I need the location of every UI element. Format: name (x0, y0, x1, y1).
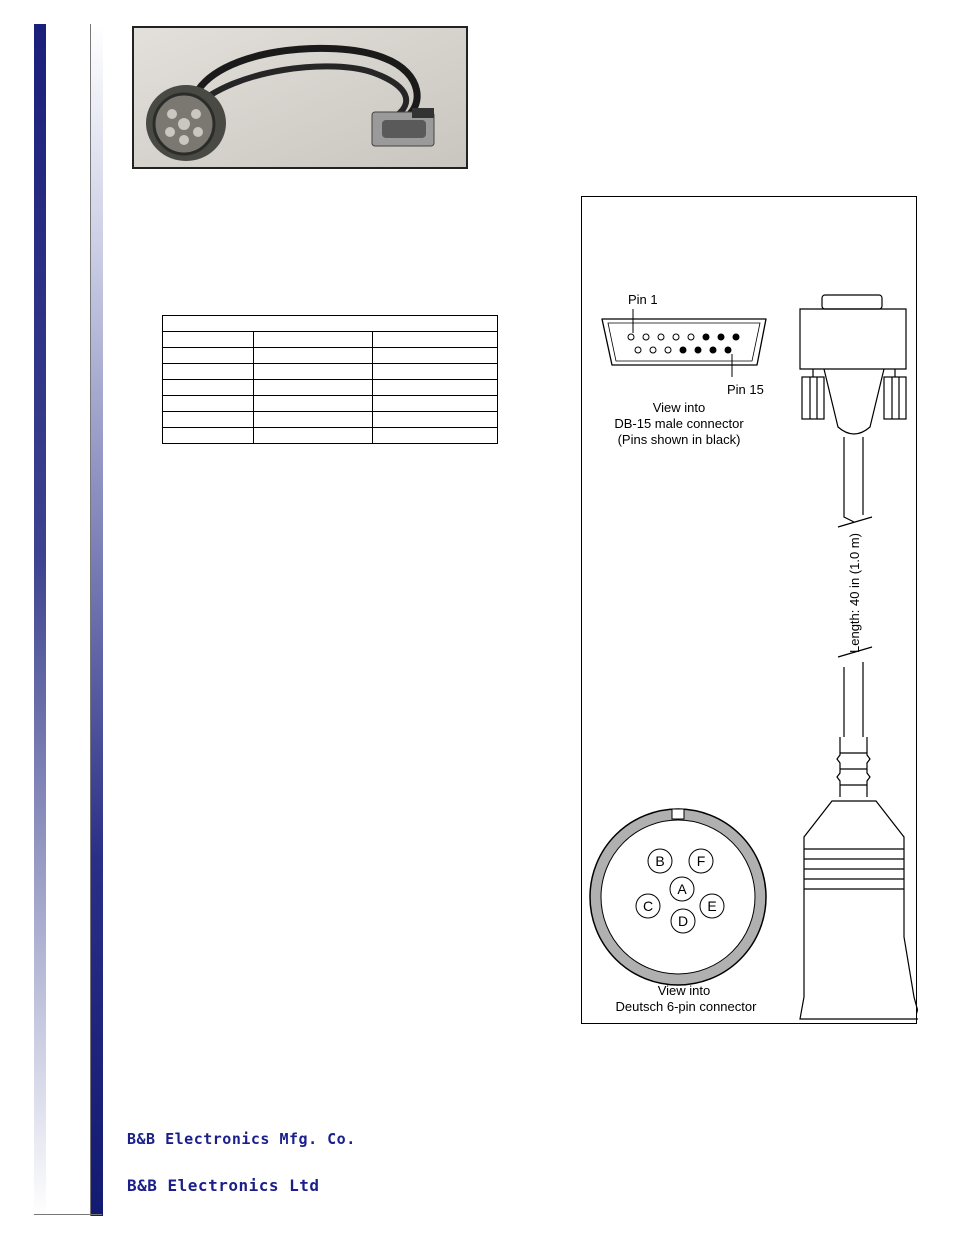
db15-top-row-pins (628, 334, 739, 340)
pin1-label: Pin 1 (628, 292, 658, 307)
cable-photo-illustration (134, 28, 466, 167)
deutsch-pin-f-label: F (696, 853, 706, 869)
table-row (163, 348, 498, 364)
pin15-label: Pin 15 (727, 382, 764, 397)
logo-bb-electronics-mfg: B&B Electronics Mfg. Co. (127, 1130, 356, 1148)
deutsch-face-view (590, 809, 766, 1014)
db15-caption-line1: View into (652, 400, 706, 415)
table-row (163, 380, 498, 396)
deutsch-caption-line1: View into (657, 983, 711, 998)
table-row (163, 412, 498, 428)
deutsch-pin-d-label: D (677, 913, 689, 929)
length-label: Length: 40 in (1.0 m) (847, 533, 862, 653)
cable-side-view (800, 295, 918, 1019)
db15-plug-photo (372, 108, 434, 146)
table-row (163, 364, 498, 380)
deutsch-pin-e-label: E (707, 898, 717, 914)
db15-bottom-row-pins (635, 347, 731, 353)
table-header-row (163, 316, 498, 332)
deutsch-connector-photo (146, 85, 226, 161)
db15-face-view (602, 292, 766, 447)
table-row (163, 396, 498, 412)
page-margin-rule (90, 24, 103, 1216)
deutsch-pin-a-label: A (677, 881, 687, 897)
connector-drawing (581, 196, 917, 1024)
deutsch-pin-b-label: B (655, 853, 665, 869)
logo-bb-electronics-ltd: B&B Electronics Ltd (127, 1176, 320, 1195)
table-row (163, 332, 498, 348)
product-photo (132, 26, 468, 169)
table-row (163, 428, 498, 444)
db15-caption-line3: (Pins shown in black) (617, 432, 741, 447)
pinout-table (162, 315, 498, 444)
deutsch-pin-c-label: C (642, 898, 654, 914)
frame-bottom-line (34, 1214, 102, 1215)
db15-caption-line2: DB-15 male connector (614, 416, 744, 431)
deutsch-caption-line2: Deutsch 6-pin connector (615, 999, 757, 1014)
side-gradient-bar (34, 24, 46, 1216)
